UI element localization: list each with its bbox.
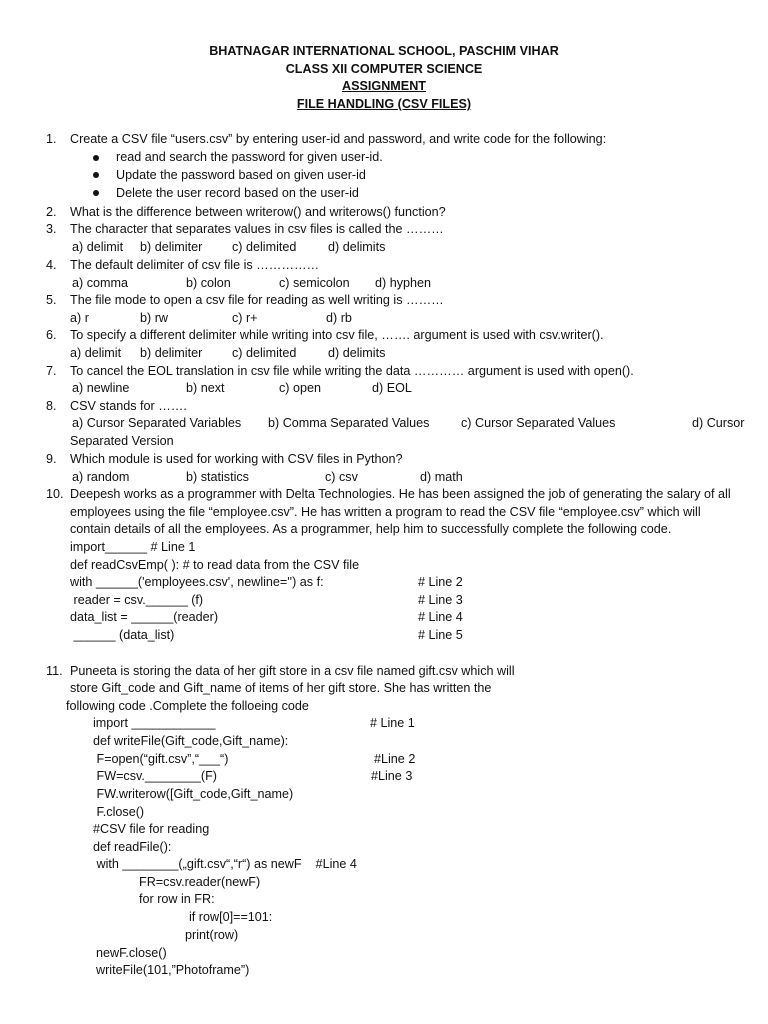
- code-line: def readFile():: [93, 840, 172, 854]
- option: b) delimiter: [140, 346, 203, 360]
- question-text: To specify a different delimiter while writing into csv file, ……. argument is used with csv.writer().: [70, 328, 604, 342]
- question-text: What is the difference between writerow() and writerows() function?: [70, 205, 446, 219]
- code-line: import ____________: [93, 716, 216, 730]
- option-continuation: Separated Version: [70, 434, 174, 448]
- option: c) delimited: [232, 240, 297, 254]
- option: a) delimit: [70, 346, 122, 360]
- question-number: 9.: [46, 452, 57, 466]
- code-line: newF.close(): [96, 946, 167, 960]
- question-text: To cancel the EOL translation in csv file while writing the data ………… argument is used with open().: [70, 364, 634, 378]
- option: c) semicolon: [279, 276, 350, 290]
- bullet-icon: [93, 172, 99, 178]
- code-line: data_list = ______(reader): [70, 610, 219, 624]
- question-text: Puneeta is storing the data of her gift store in a csv file named gift.csv which will: [70, 664, 515, 678]
- document-topic: FILE HANDLING (CSV FILES): [296, 97, 472, 111]
- option: b) Comma Separated Values: [268, 416, 430, 430]
- option: d) delimits: [328, 346, 386, 360]
- code-line: F.close(): [93, 805, 145, 819]
- question-text: Create a CSV file “users.csv” by entering user-id and password, and write code for the following:: [70, 132, 607, 146]
- code-line: FW.writerow([Gift_code,Gift_name): [93, 787, 294, 801]
- question-number: 4.: [46, 258, 57, 272]
- code-comment: #Line 3: [371, 769, 413, 783]
- question-number: 1.: [46, 132, 57, 146]
- question-text: Which module is used for working with CSV files in Python?: [70, 452, 403, 466]
- option: b) colon: [186, 276, 231, 290]
- question-number: 2.: [46, 205, 57, 219]
- option: a) delimit: [72, 240, 124, 254]
- code-line: import______ # Line 1: [70, 540, 196, 554]
- code-line: for row in FR:: [139, 892, 215, 906]
- question-text: The character that separates values in csv files is called the ………: [70, 222, 444, 236]
- question-number: 6.: [46, 328, 57, 342]
- question-text: The default delimiter of csv file is ……………: [70, 258, 320, 272]
- option: a) newline: [72, 381, 130, 395]
- question-number: 8.: [46, 399, 57, 413]
- question-number: 10.: [46, 487, 64, 501]
- bullet-icon: [93, 155, 99, 161]
- question-number: 5.: [46, 293, 57, 307]
- code-line: #CSV file for reading: [93, 822, 210, 836]
- option: d) EOL: [372, 381, 412, 395]
- question-text: following code .Complete the folloeing code: [66, 699, 309, 713]
- bullet-icon: [93, 190, 99, 196]
- option: b) statistics: [186, 470, 249, 484]
- option: b) delimiter: [140, 240, 203, 254]
- option: b) rw: [140, 311, 168, 325]
- option: c) r+: [232, 311, 258, 325]
- option: d) delimits: [328, 240, 386, 254]
- document-type: ASSIGNMENT: [342, 79, 426, 93]
- bullet-item: Delete the user record based on the user-id: [116, 186, 359, 200]
- code-line: if row[0]==101:: [189, 910, 273, 924]
- option: d) Cursor: [692, 416, 745, 430]
- question-text: contain details of all the employees. As a programmer, help him to successfully complete the following code.: [70, 522, 672, 536]
- code-comment: # Line 1: [370, 716, 415, 730]
- school-name: BHATNAGAR INTERNATIONAL SCHOOL, PASCHIM VIHAR: [209, 44, 559, 58]
- code-comment: # Line 5: [418, 628, 463, 642]
- question-text: store Gift_code and Gift_name of items of her gift store. She has written the: [70, 681, 492, 695]
- question-text: employees using the file “employee.csv”. He has written a program to read the CSV file “employee.csv” which will: [70, 505, 701, 519]
- code-comment: # Line 3: [418, 593, 463, 607]
- code-line: FR=csv.reader(newF): [139, 875, 261, 889]
- option: a) random: [72, 470, 130, 484]
- class-subject: CLASS XII COMPUTER SCIENCE: [285, 62, 483, 76]
- option: c) csv: [325, 470, 358, 484]
- code-line: with ________(„gift.csv“,“r“) as newF #Line 4: [93, 857, 357, 871]
- question-text: The file mode to open a csv file for reading as well writing is ………: [70, 293, 444, 307]
- option: d) rb: [326, 311, 352, 325]
- code-line: with ______('employees.csv', newline='') as f:: [70, 575, 324, 589]
- question-number: 3.: [46, 222, 57, 236]
- option: c) delimited: [232, 346, 297, 360]
- code-comment: # Line 2: [418, 575, 463, 589]
- question-text: CSV stands for …….: [70, 399, 187, 413]
- bullet-item: Update the password based on given user-id: [116, 168, 366, 182]
- code-comment: #Line 2: [374, 752, 416, 766]
- question-text: Deepesh works as a programmer with Delta Technologies. He has been assigned the job of generating the salary of all: [70, 487, 731, 501]
- option: b) next: [186, 381, 225, 395]
- code-line: def writeFile(Gift_code,Gift_name):: [93, 734, 289, 748]
- code-line: writeFile(101,”Photoframe”): [96, 963, 250, 977]
- code-line: FW=csv.________(F): [93, 769, 218, 783]
- code-line: print(row): [185, 928, 239, 942]
- question-number: 7.: [46, 364, 57, 378]
- question-number: 11.: [46, 664, 63, 678]
- code-line: reader = csv.______ (f): [70, 593, 204, 607]
- bullet-item: read and search the password for given user-id.: [116, 150, 383, 164]
- code-comment: # Line 4: [418, 610, 463, 624]
- option: a) r: [70, 311, 89, 325]
- option: a) comma: [72, 276, 128, 290]
- code-line: def readCsvEmp( ): # to read data from the CSV file: [70, 558, 360, 572]
- option: d) hyphen: [375, 276, 432, 290]
- code-line: F=open(“gift.csv”,“___“): [93, 752, 229, 766]
- code-line: ______ (data_list): [70, 628, 175, 642]
- option: d) math: [420, 470, 463, 484]
- option: c) open: [279, 381, 322, 395]
- option: c) Cursor Separated Values: [461, 416, 616, 430]
- option: a) Cursor Separated Variables: [72, 416, 242, 430]
